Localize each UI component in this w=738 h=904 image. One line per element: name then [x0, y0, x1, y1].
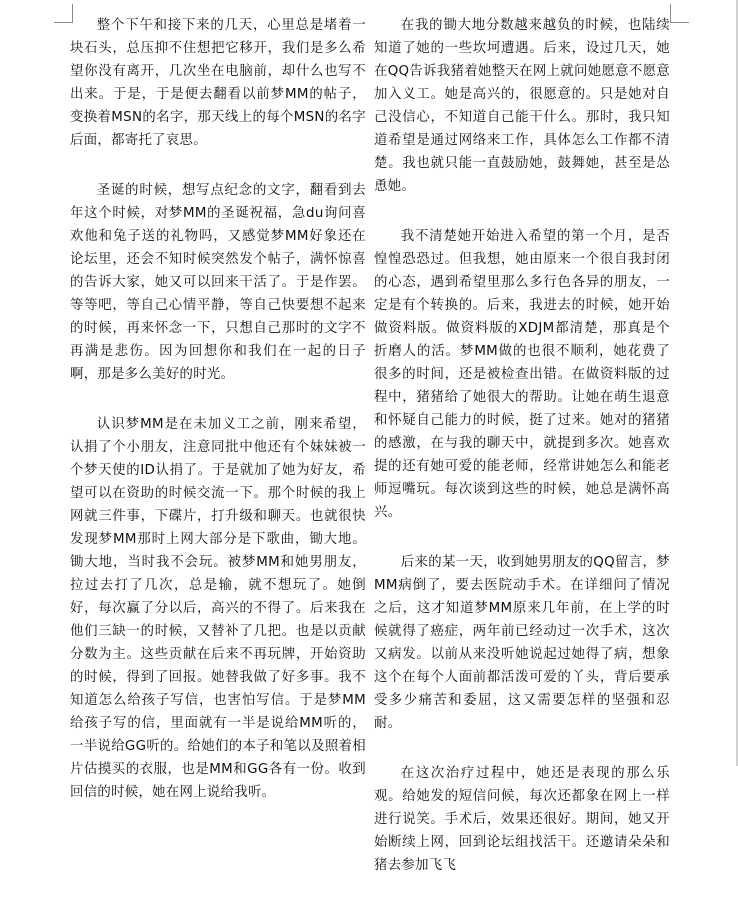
paragraph: 我不清楚她开始进入希望的第一个月，是否惶惶恐恐过。但我想，她由原来一个很自我封闭的心态，遇到希望里那么多行色各异的朋友，一定是有个转换的。后来，我进去的时候，她开始做资料版。做资料版的XDJM都清楚，那真是个折磨人的活。梦MM做的也很不顺利，她花费了很多的时间，还是被检查出错。在做资料版的过程中，猪猪给了她很大的帮助。让她在萌生退意和怀疑自己能力的时候，挺了过来。她对的猪猪的感激，在与我的聊天中，就提到多次。她喜欢提的还有她可爱的能老师，经常讲她怎么和能老师逗嘴玩。每次谈到这些的时候，她总是满怀高兴。: [374, 229, 670, 520]
paragraph: 在我的锄大地分数越来越负的时候，也陆续知道了她的一些坎坷遭遇。后来，设过几天，她在QQ告诉我猪着她整天在网上就问她愿意不愿意加入义工。她是高兴的，很愿意的。只是她对自己没信心，不知道自己能干什么。那时，我只知道希望是通过网络来工作，具体怎么工作都不清楚。我也就只能一直鼓励她，鼓舞她，甚至是怂恿她。: [374, 18, 670, 194]
paragraph: 整个下午和接下来的几天，心里总是堵着一块石头，总压抑不住想把它移开，我们是多么希望你没有离开，几次坐在电脑前，却什么也写不出来。于是，于是便去翻看以前梦MM的帖子，变换着MSN的名字，那天线上的每个MSN的名字后面，都寄托了哀思。: [70, 18, 366, 148]
paragraph: 后来的某一天，收到她男朋友的QQ留言，梦MM病倒了，要去医院动手术。在详细问了情况之后，这才知道梦MM原来几年前，在上学的时候就得了癌症，两年前已经动过一次手术，这次又病发。以前从来没听她说起过她得了病，想象这个在每个人面前都活泼可爱的丫头，背后要承受多少痛苦和委屈，这又需要怎样的坚强和忍耐。: [374, 555, 670, 731]
paragraph: 在这次治疗过程中，她还是表现的那么乐观。给她发的短信问候，每次还都象在网上一样进行说笑。手术后，效果还很好。期间，她又开始断续上网，回到论坛组找活干。还邀请朵朵和猪去参加飞飞: [374, 766, 670, 873]
right-column: [374, 14, 670, 904]
left-column: [70, 14, 366, 831]
page-corner-mark-top-right: [670, 4, 689, 23]
paragraph: 认识梦MM是在未加义工之前，刚来希望，认捐了个小朋友，注意同批中他还有个妹妹被一个梦天使的ID认捐了。于是就加了她为好友，希望可以在资助的时候交流一下。那个时候的我上网就三件事，下碟片，打升级和聊天。也就很快发现梦MM那时上网大部分是下歌曲，锄大地。锄大地，当时我不会玩。被梦MM和她男朋友，拉过去打了几次，总是输，就不想玩了。她倒好，每次赢了分以后，高兴的不得了。后来我在他们三缺一的时候，又替补了几把。也是以贡献分数为主。这些贡献在后来不再玩牌，开始资助的时候，得到了回报。她替我做了好多事。我不知道怎么给孩子写信，也害怕写信。于是梦MM给孩子写的信，里面就有一半是说给MM听的，一半说给GG听的。给她们的本子和笔以及照着相片估摸买的衣服，也是MM和GG各有一份。收到回信的时候，她在网上说给我听。: [70, 417, 366, 800]
paragraph: 圣诞的时候，想写点纪念的文字，翻看到去年这个时候，对梦MM的圣诞祝福，急du询问喜欢他和兔子送的礼物吗，又感觉梦MM好象还在论坛里，还会不知时候突然发个帖子，满怀惊喜的告诉大家，她又可以回来干活了。于是作罢。等等吧，等自己心情平静，等自己快要想不起来的时候，再来怀念一下，只想自己那时的文字不再满是悲伤。因为回想你和我们在一起的日子啊，那是多么美好的时光。: [70, 183, 366, 382]
